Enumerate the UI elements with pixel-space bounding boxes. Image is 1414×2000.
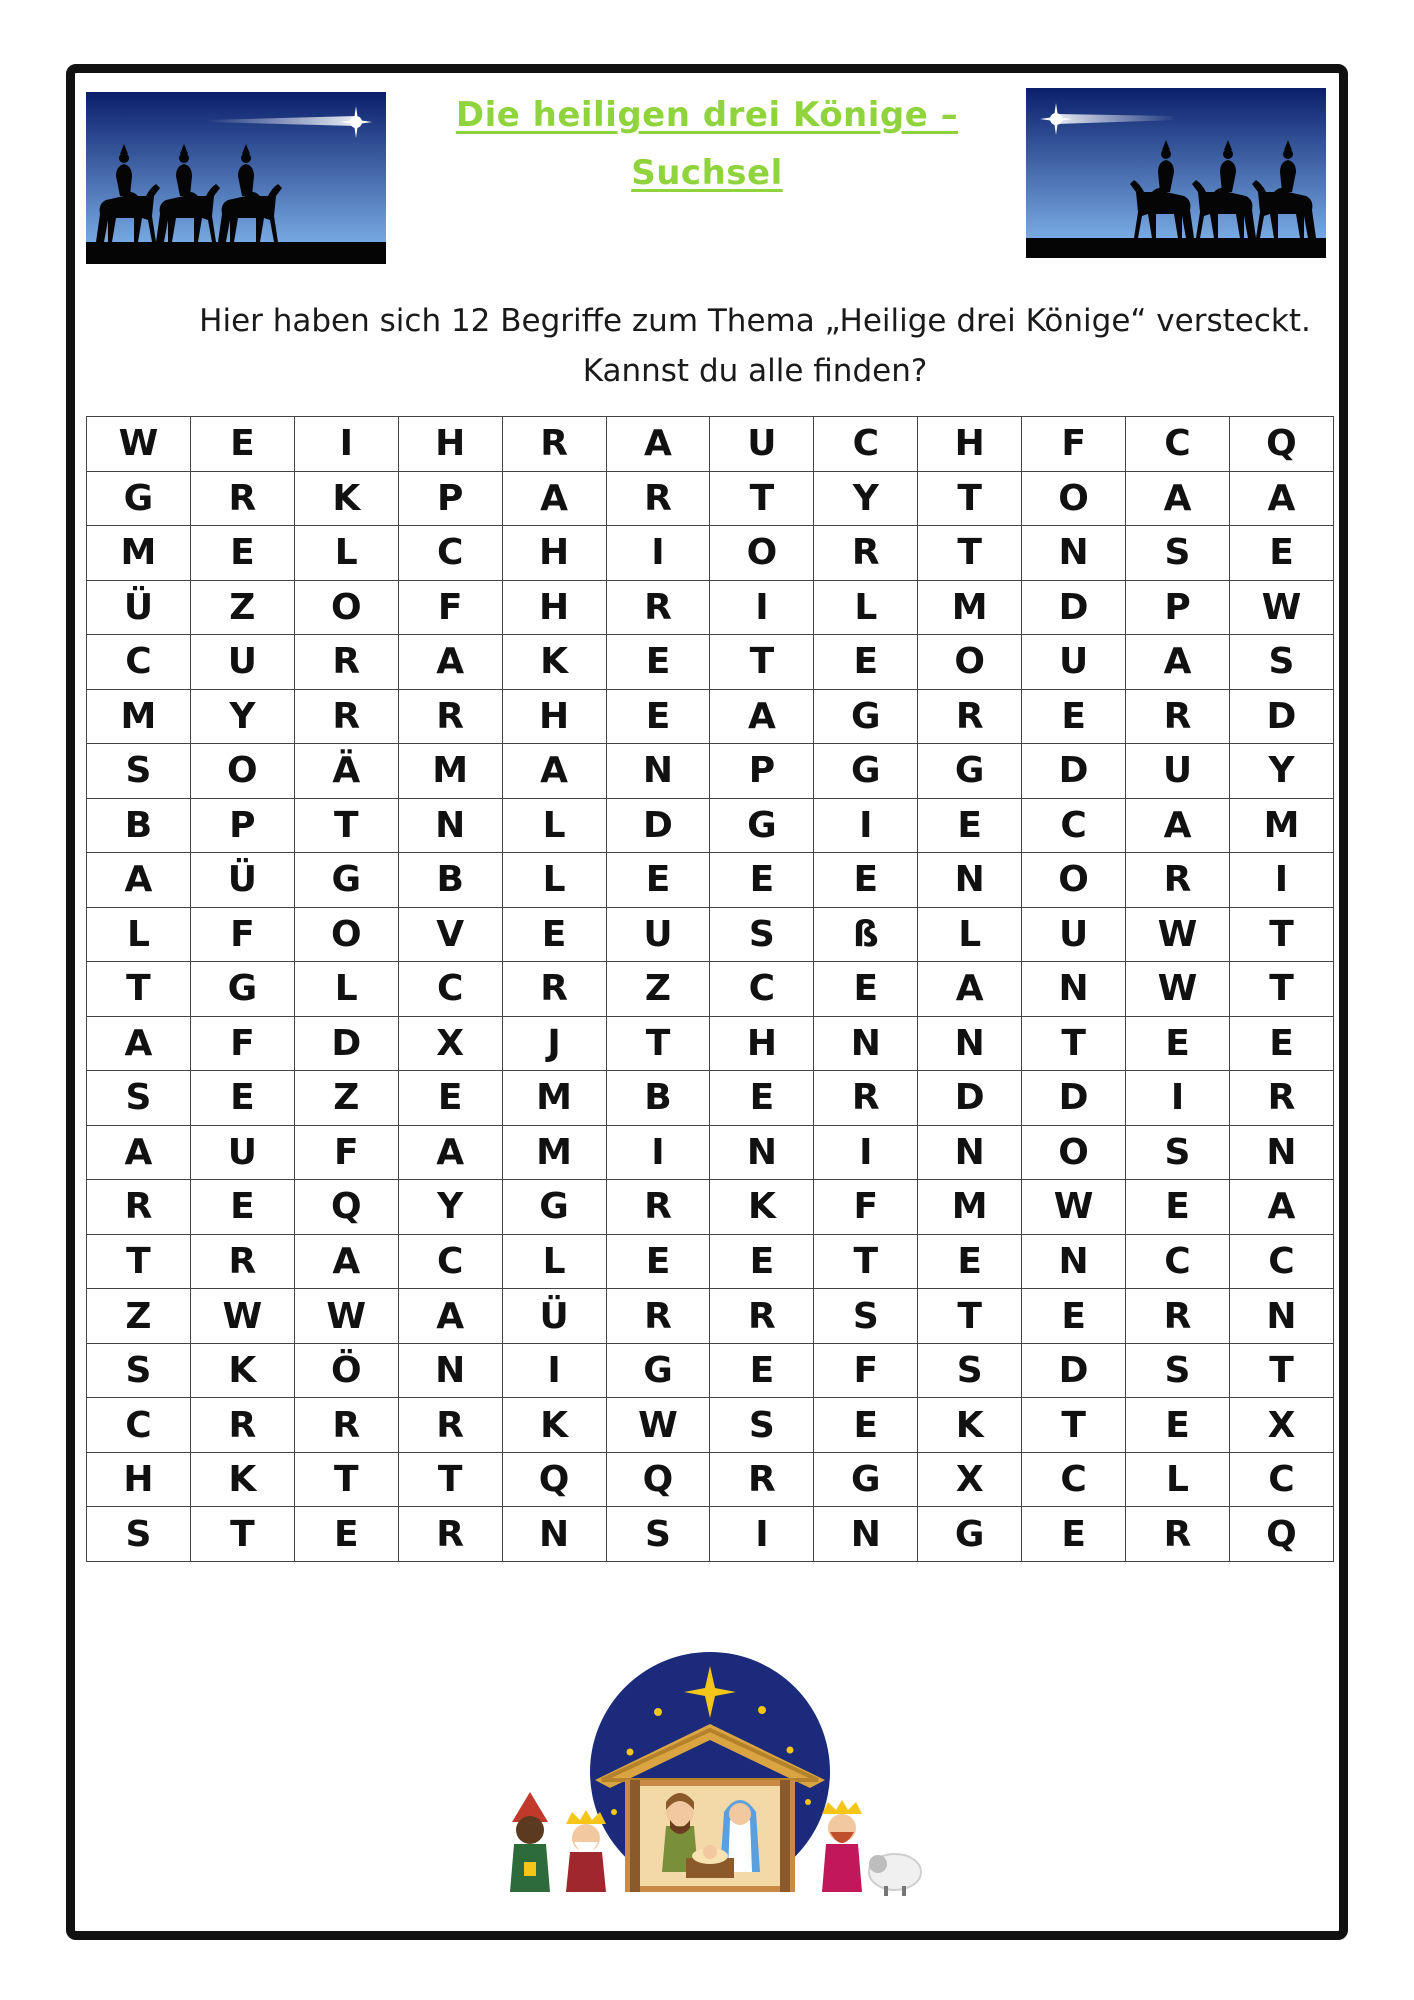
grid-row — [87, 1016, 1334, 1071]
grid-cell: D — [918, 1071, 1022, 1126]
grid-cell: M — [918, 1180, 1022, 1235]
grid-cell: C — [1229, 1452, 1333, 1507]
grid-cell: Y — [398, 1180, 502, 1235]
grid-cell: G — [294, 853, 398, 908]
grid-row — [87, 1071, 1334, 1126]
grid-cell: W — [1229, 580, 1333, 635]
grid-cell: U — [1022, 635, 1126, 690]
grid-cell: G — [190, 962, 294, 1017]
grid-cell: A — [294, 1234, 398, 1289]
grid-cell: L — [294, 526, 398, 581]
grid-cell: G — [814, 1452, 918, 1507]
grid-cell: E — [1022, 1289, 1126, 1344]
grid-cell: S — [710, 1398, 814, 1453]
grid-cell: E — [502, 907, 606, 962]
grid-cell: E — [606, 635, 710, 690]
grid-cell: Q — [1229, 1507, 1333, 1562]
grid-cell: F — [814, 1180, 918, 1235]
grid-row — [87, 744, 1334, 799]
grid-cell: A — [502, 471, 606, 526]
grid-cell: R — [398, 689, 502, 744]
grid-cell: T — [606, 1016, 710, 1071]
grid-cell: I — [710, 580, 814, 635]
grid-cell: S — [1126, 1343, 1230, 1398]
grid-cell: F — [294, 1125, 398, 1180]
grid-cell: R — [1126, 1507, 1230, 1562]
grid-cell: D — [606, 798, 710, 853]
grid-cell: C — [1022, 798, 1126, 853]
grid-cell: H — [502, 689, 606, 744]
grid-cell: O — [294, 907, 398, 962]
grid-cell: S — [1229, 635, 1333, 690]
grid-cell: N — [502, 1507, 606, 1562]
grid-cell: N — [606, 744, 710, 799]
grid-cell: Q — [1229, 417, 1333, 472]
grid-cell: T — [190, 1507, 294, 1562]
grid-cell: T — [1229, 962, 1333, 1017]
grid-cell: C — [87, 1398, 191, 1453]
grid-cell: U — [1022, 907, 1126, 962]
grid-cell: E — [398, 1071, 502, 1126]
grid-cell: D — [1022, 744, 1126, 799]
grid-cell: N — [814, 1016, 918, 1071]
grid-cell: A — [502, 744, 606, 799]
grid-cell: ß — [814, 907, 918, 962]
grid-cell: M — [398, 744, 502, 799]
grid-cell: N — [1022, 962, 1126, 1017]
grid-cell: Z — [606, 962, 710, 1017]
grid-row — [87, 907, 1334, 962]
grid-cell: E — [190, 1071, 294, 1126]
grid-cell: K — [918, 1398, 1022, 1453]
grid-cell: G — [918, 744, 1022, 799]
grid-cell: R — [1126, 853, 1230, 908]
grid-cell: O — [710, 526, 814, 581]
grid-cell: N — [918, 1125, 1022, 1180]
grid-cell: C — [1229, 1234, 1333, 1289]
grid-cell: M — [918, 580, 1022, 635]
grid-cell: B — [606, 1071, 710, 1126]
grid-cell: F — [1022, 417, 1126, 472]
grid-cell: M — [502, 1071, 606, 1126]
grid-cell: F — [398, 580, 502, 635]
grid-cell: G — [710, 798, 814, 853]
grid-cell: G — [87, 471, 191, 526]
grid-row — [87, 1180, 1334, 1235]
grid-cell: O — [190, 744, 294, 799]
grid-cell: B — [87, 798, 191, 853]
grid-cell: Y — [190, 689, 294, 744]
grid-row — [87, 580, 1334, 635]
grid-cell: D — [1229, 689, 1333, 744]
grid-cell: T — [1022, 1398, 1126, 1453]
grid-cell: H — [918, 417, 1022, 472]
grid-cell: T — [814, 1234, 918, 1289]
grid-cell: S — [710, 907, 814, 962]
grid-cell: R — [814, 526, 918, 581]
grid-cell: K — [190, 1452, 294, 1507]
grid-row — [87, 1289, 1334, 1344]
grid-cell: W — [294, 1289, 398, 1344]
grid-cell: R — [190, 1234, 294, 1289]
grid-row — [87, 417, 1334, 472]
grid-cell: Q — [502, 1452, 606, 1507]
grid-cell: L — [918, 907, 1022, 962]
grid-cell: X — [398, 1016, 502, 1071]
grid-cell: P — [710, 744, 814, 799]
grid-cell: E — [814, 853, 918, 908]
grid-cell: K — [190, 1343, 294, 1398]
grid-cell: R — [294, 1398, 398, 1453]
grid-row — [87, 689, 1334, 744]
grid-cell: E — [710, 1234, 814, 1289]
grid-cell: E — [1229, 1016, 1333, 1071]
grid-cell: W — [190, 1289, 294, 1344]
grid-cell: O — [1022, 1125, 1126, 1180]
grid-cell: G — [814, 744, 918, 799]
grid-cell: E — [1126, 1016, 1230, 1071]
grid-cell: K — [710, 1180, 814, 1235]
grid-cell: G — [502, 1180, 606, 1235]
grid-cell: E — [1022, 1507, 1126, 1562]
grid-cell: R — [294, 689, 398, 744]
grid-cell: Z — [87, 1289, 191, 1344]
grid-cell: R — [294, 635, 398, 690]
grid-cell: X — [918, 1452, 1022, 1507]
grid-cell: N — [1229, 1289, 1333, 1344]
grid-cell: T — [918, 1289, 1022, 1344]
grid-cell: N — [918, 1016, 1022, 1071]
grid-cell: Y — [814, 471, 918, 526]
grid-cell: S — [87, 1507, 191, 1562]
grid-cell: S — [918, 1343, 1022, 1398]
grid-cell: C — [1126, 417, 1230, 472]
grid-cell: R — [710, 1452, 814, 1507]
grid-cell: F — [190, 1016, 294, 1071]
grid-cell: W — [87, 417, 191, 472]
grid-cell: N — [1022, 526, 1126, 581]
grid-cell: R — [710, 1289, 814, 1344]
three-kings-camels-star-icon — [86, 92, 386, 264]
grid-cell: N — [1229, 1125, 1333, 1180]
grid-cell: S — [814, 1289, 918, 1344]
grid-cell: U — [710, 417, 814, 472]
grid-cell: C — [398, 526, 502, 581]
grid-cell: H — [502, 580, 606, 635]
grid-cell: R — [1126, 689, 1230, 744]
grid-cell: T — [294, 1452, 398, 1507]
grid-cell: E — [1229, 526, 1333, 581]
grid-cell: M — [1229, 798, 1333, 853]
grid-cell: E — [814, 1398, 918, 1453]
grid-cell: Q — [606, 1452, 710, 1507]
grid-cell: H — [502, 526, 606, 581]
grid-row — [87, 1507, 1334, 1562]
grid-cell: I — [814, 798, 918, 853]
grid-cell: I — [606, 1125, 710, 1180]
grid-cell: S — [87, 1343, 191, 1398]
grid-cell: O — [918, 635, 1022, 690]
grid-cell: J — [502, 1016, 606, 1071]
grid-cell: R — [1229, 1071, 1333, 1126]
grid-cell: E — [1126, 1180, 1230, 1235]
grid-cell: T — [87, 962, 191, 1017]
grid-cell: R — [606, 1180, 710, 1235]
instructions-line-2: Kannst du alle finden? — [582, 353, 928, 389]
grid-cell: Y — [1229, 744, 1333, 799]
grid-row — [87, 1125, 1334, 1180]
grid-cell: I — [502, 1343, 606, 1398]
grid-cell: X — [1229, 1398, 1333, 1453]
grid-cell: E — [814, 962, 918, 1017]
grid-cell: G — [918, 1507, 1022, 1562]
grid-cell: E — [606, 689, 710, 744]
grid-cell: O — [1022, 853, 1126, 908]
grid-cell: C — [814, 417, 918, 472]
grid-cell: S — [1126, 526, 1230, 581]
grid-cell: C — [398, 1234, 502, 1289]
grid-cell: Z — [190, 580, 294, 635]
grid-cell: T — [710, 471, 814, 526]
grid-cell: T — [87, 1234, 191, 1289]
grid-cell: S — [87, 1071, 191, 1126]
grid-cell: A — [398, 1289, 502, 1344]
grid-cell: E — [190, 1180, 294, 1235]
grid-cell: I — [1126, 1071, 1230, 1126]
grid-cell: N — [1022, 1234, 1126, 1289]
grid-cell: O — [1022, 471, 1126, 526]
grid-cell: C — [1022, 1452, 1126, 1507]
grid-cell: N — [710, 1125, 814, 1180]
grid-row — [87, 798, 1334, 853]
grid-cell: C — [710, 962, 814, 1017]
grid-cell: R — [606, 580, 710, 635]
grid-cell: E — [294, 1507, 398, 1562]
grid-cell: H — [710, 1016, 814, 1071]
grid-cell: F — [190, 907, 294, 962]
grid-cell: A — [398, 1125, 502, 1180]
grid-cell: I — [814, 1125, 918, 1180]
grid-cell: E — [190, 417, 294, 472]
grid-cell: A — [1229, 471, 1333, 526]
grid-cell: T — [1229, 907, 1333, 962]
grid-cell: R — [398, 1398, 502, 1453]
grid-cell: R — [87, 1180, 191, 1235]
grid-cell: A — [1229, 1180, 1333, 1235]
grid-cell: C — [398, 962, 502, 1017]
grid-cell: U — [1126, 744, 1230, 799]
grid-cell: O — [294, 580, 398, 635]
grid-cell: H — [87, 1452, 191, 1507]
grid-cell: C — [1126, 1234, 1230, 1289]
grid-row — [87, 635, 1334, 690]
grid-cell: R — [398, 1507, 502, 1562]
grid-cell: S — [87, 744, 191, 799]
grid-cell: U — [190, 635, 294, 690]
grid-row — [87, 471, 1334, 526]
grid-cell: Q — [294, 1180, 398, 1235]
grid-cell: G — [814, 689, 918, 744]
grid-cell: N — [814, 1507, 918, 1562]
grid-cell: Ü — [502, 1289, 606, 1344]
grid-cell: I — [294, 417, 398, 472]
grid-cell: K — [294, 471, 398, 526]
title-line-2: Suchsel — [631, 153, 783, 193]
grid-row — [87, 1234, 1334, 1289]
grid-cell: E — [1126, 1398, 1230, 1453]
grid-cell: P — [190, 798, 294, 853]
grid-cell: E — [710, 1343, 814, 1398]
grid-cell: E — [1022, 689, 1126, 744]
grid-cell: R — [606, 1289, 710, 1344]
grid-cell: R — [606, 471, 710, 526]
grid-cell: A — [398, 635, 502, 690]
grid-cell: Ü — [190, 853, 294, 908]
grid-cell: V — [398, 907, 502, 962]
grid-cell: Z — [294, 1071, 398, 1126]
grid-cell: T — [398, 1452, 502, 1507]
grid-cell: F — [814, 1343, 918, 1398]
grid-cell: T — [1229, 1343, 1333, 1398]
grid-cell: A — [710, 689, 814, 744]
grid-cell: L — [502, 798, 606, 853]
grid-cell: T — [918, 471, 1022, 526]
grid-cell: D — [294, 1016, 398, 1071]
grid-cell: T — [1022, 1016, 1126, 1071]
grid-cell: P — [1126, 580, 1230, 635]
grid-cell: R — [918, 689, 1022, 744]
grid-row — [87, 853, 1334, 908]
nativity-scene-icon — [490, 1652, 930, 1902]
grid-cell: L — [294, 962, 398, 1017]
grid-cell: W — [606, 1398, 710, 1453]
word-search-grid — [86, 416, 1334, 1562]
grid-cell: D — [1022, 580, 1126, 635]
grid-cell: W — [1126, 907, 1230, 962]
grid-row — [87, 526, 1334, 581]
grid-cell: A — [1126, 471, 1230, 526]
grid-cell: R — [814, 1071, 918, 1126]
grid-cell: L — [87, 907, 191, 962]
grid-cell: R — [502, 962, 606, 1017]
grid-cell: A — [87, 1016, 191, 1071]
grid-cell: B — [398, 853, 502, 908]
grid-cell: E — [918, 1234, 1022, 1289]
grid-cell: E — [606, 853, 710, 908]
instructions — [100, 296, 1410, 396]
grid-cell: E — [710, 1071, 814, 1126]
grid-row — [87, 1452, 1334, 1507]
grid-cell: L — [814, 580, 918, 635]
grid-cell: K — [502, 1398, 606, 1453]
grid-cell: R — [190, 1398, 294, 1453]
grid-cell: P — [398, 471, 502, 526]
title-line-1: Die heiligen drei Könige – — [455, 95, 959, 135]
grid-row — [87, 1398, 1334, 1453]
grid-cell: T — [294, 798, 398, 853]
grid-cell: Ö — [294, 1343, 398, 1398]
grid-cell: E — [918, 798, 1022, 853]
grid-cell: E — [190, 526, 294, 581]
grid-cell: W — [1126, 962, 1230, 1017]
grid-cell: S — [1126, 1125, 1230, 1180]
grid-cell: I — [1229, 853, 1333, 908]
grid-cell: D — [1022, 1071, 1126, 1126]
grid-cell: Ä — [294, 744, 398, 799]
grid-cell: K — [502, 635, 606, 690]
grid-cell: M — [87, 526, 191, 581]
grid-cell: U — [190, 1125, 294, 1180]
grid-cell: W — [1022, 1180, 1126, 1235]
grid-cell: E — [814, 635, 918, 690]
grid-cell: A — [918, 962, 1022, 1017]
grid-cell: D — [1022, 1343, 1126, 1398]
grid-cell: A — [87, 1125, 191, 1180]
grid-cell: G — [606, 1343, 710, 1398]
grid-cell: M — [502, 1125, 606, 1180]
grid-cell: A — [1126, 635, 1230, 690]
grid-cell: H — [398, 417, 502, 472]
grid-cell: L — [502, 853, 606, 908]
page-title — [400, 86, 1014, 202]
grid-cell: S — [606, 1507, 710, 1562]
grid-cell: N — [398, 798, 502, 853]
grid-cell: N — [398, 1343, 502, 1398]
grid-cell: A — [606, 417, 710, 472]
grid-cell: T — [710, 635, 814, 690]
grid-cell: E — [710, 853, 814, 908]
grid-cell: R — [190, 471, 294, 526]
grid-cell: Ü — [87, 580, 191, 635]
grid-cell: I — [606, 526, 710, 581]
grid-row — [87, 962, 1334, 1017]
grid-cell: T — [918, 526, 1022, 581]
grid-cell: C — [87, 635, 191, 690]
grid-cell: M — [87, 689, 191, 744]
instructions-line-1: Hier haben sich 12 Begriffe zum Thema „Heilige drei Könige“ versteckt. — [199, 303, 1311, 339]
grid-cell: A — [87, 853, 191, 908]
grid-cell: L — [502, 1234, 606, 1289]
grid-cell: N — [918, 853, 1022, 908]
three-kings-camels-star-icon — [1026, 88, 1326, 258]
grid-row — [87, 1343, 1334, 1398]
grid-cell: E — [606, 1234, 710, 1289]
grid-cell: I — [710, 1507, 814, 1562]
grid-cell: U — [606, 907, 710, 962]
grid-cell: R — [1126, 1289, 1230, 1344]
grid-cell: L — [1126, 1452, 1230, 1507]
grid-cell: A — [1126, 798, 1230, 853]
grid-cell: R — [502, 417, 606, 472]
